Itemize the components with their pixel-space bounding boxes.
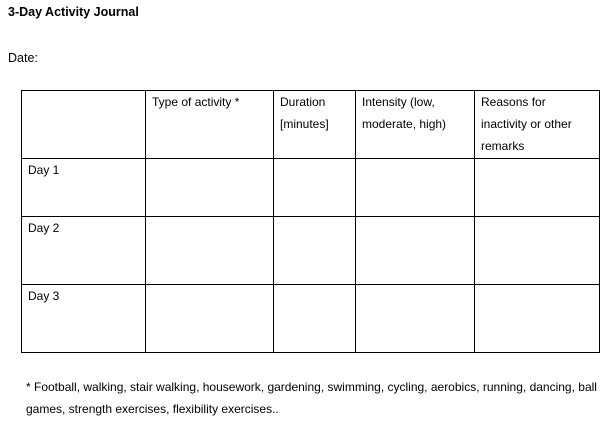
cell-duration: [274, 217, 356, 285]
table-header-row: [22, 91, 600, 159]
cell-reasons: [475, 159, 600, 217]
cell-duration: [274, 285, 356, 353]
cell-intensity: [356, 285, 475, 353]
cell-intensity: [356, 159, 475, 217]
cell-duration: [274, 159, 356, 217]
cell-type-of-activity: [146, 217, 274, 285]
row-label-day-3: Day 3: [22, 285, 146, 353]
cell-intensity: [356, 217, 475, 285]
row-label-day-1: Day 1: [22, 159, 146, 217]
cell-type-of-activity: [146, 159, 274, 217]
header-empty-cell: [22, 91, 146, 159]
cell-reasons: [475, 217, 600, 285]
table-row: [22, 217, 600, 285]
cell-reasons: [475, 285, 600, 353]
table-row: [22, 285, 600, 353]
header-type-of-activity: Type of activity *: [146, 91, 274, 159]
header-duration: Duration [minutes]: [274, 91, 356, 159]
cell-type-of-activity: [146, 285, 274, 353]
activity-journal-table: [21, 90, 600, 353]
header-intensity: Intensity (low, moderate, high): [356, 91, 475, 159]
table-row: [22, 159, 600, 217]
row-label-day-2: Day 2: [22, 217, 146, 285]
page-title: 3-Day Activity Journal: [8, 5, 139, 19]
header-reasons: Reasons for inactivity or other remarks: [475, 91, 600, 159]
activity-footnote: * Football, walking, stair walking, housework, gardening, swimming, cycling, aerobics, running, dancing, ball games, strength exercises, flexibility exercises..: [26, 380, 597, 416]
date-label: Date:: [8, 51, 38, 65]
